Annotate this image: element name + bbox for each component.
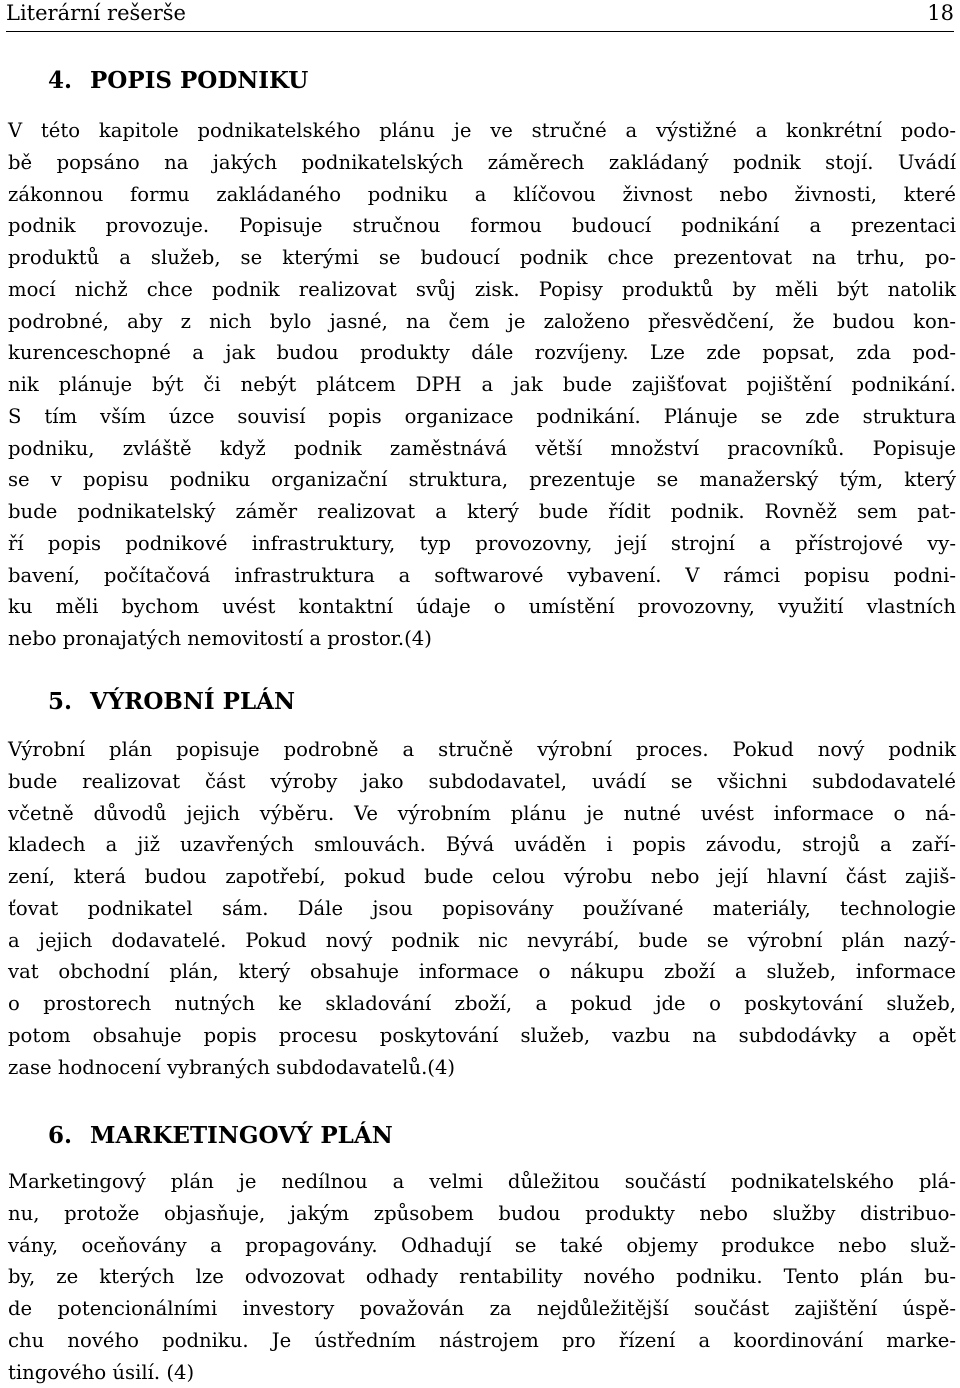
section-body-vyrobni-plan [8, 734, 956, 1083]
paragraph-line: Výrobní plán popisuje podrobně a stručně výrobní proces. Pokud nový podnik [8, 734, 956, 766]
paragraph-line: bě popsáno na jakých podnikatelských záměrech zakládaný podnik stojí. Uvádí [8, 147, 956, 179]
paragraph-line: bude realizovat část výroby jako subdodavatel, uvádí se všichni subdodavatelé [8, 766, 956, 798]
paragraph-line: ku měli bychom uvést kontaktní údaje o umístění provozovny, využití vlastních [8, 591, 956, 623]
paragraph-line: tingového úsilí. (4) [8, 1357, 956, 1388]
section-body-popis-podniku [8, 115, 956, 655]
section-heading-vyrobni-plan [48, 687, 295, 717]
section-body-marketingovy-plan [8, 1166, 956, 1388]
paragraph-line: a jejich dodavatelé. Pokud nový podnik nic nevyrábí, bude se výrobní plán nazý- [8, 925, 956, 957]
paragraph-line: zení, která budou zapotřebí, pokud bude celou výrobu nebo její hlavní část zajiš- [8, 861, 956, 893]
paragraph-line: de potencionálními investory považován za nejdůležitější součást zajištění úspě- [8, 1293, 956, 1325]
paragraph-line: nik plánuje být či nebýt plátcem DPH a jak bude zajišťovat pojištění podnikání. [8, 369, 956, 401]
section-number: 4. [48, 66, 90, 96]
paragraph-line: podrobné, aby z nich bylo jasné, na čem je založeno přesvědčení, že budou kon- [8, 306, 956, 338]
paragraph-line: o prostorech nutných ke skladování zboží, a pokud jde o poskytování služeb, [8, 988, 956, 1020]
section-number: 5. [48, 687, 90, 717]
running-header [6, 0, 954, 32]
paragraph-line: produktů a služeb, se kterými se budoucí podnik chce prezentovat na trhu, po- [8, 242, 956, 274]
paragraph-line: nu, protože objasňuje, jakým způsobem budou produkty nebo služby distribuo- [8, 1198, 956, 1230]
paragraph-line: ří popis podnikové infrastruktury, typ provozovny, její strojní a přístrojové vy- [8, 528, 956, 560]
paragraph-line: bude podnikatelský záměr realizovat a který bude řídit podnik. Rovněž sem pat- [8, 496, 956, 528]
paragraph-line: mocí nichž chce podnik realizovat svůj zisk. Popisy produktů by měli být natolik [8, 274, 956, 306]
paragraph-line: zákonnou formu zakládaného podniku a klíčovou živnost nebo živnosti, které [8, 179, 956, 211]
paragraph-line: potom obsahuje popis procesu poskytování služeb, vazbu na subdodávky a opět [8, 1020, 956, 1052]
page-number: 18 [927, 0, 954, 27]
paragraph-line: ťovat podnikatel sám. Dále jsou popisovány používané materiály, technologie [8, 893, 956, 925]
paragraph-line: bavení, počítačová infrastruktura a softwarové vybavení. V rámci popisu podni- [8, 560, 956, 592]
paragraph-line: včetně důvodů jejich výběru. Ve výrobním plánu je nutné uvést informace o ná- [8, 798, 956, 830]
section-title: MARKETINGOVÝ PLÁN [90, 1122, 393, 1149]
paragraph-line: vány, oceňovány a propagovány. Odhadují se také objemy produkce nebo služ- [8, 1230, 956, 1262]
paragraph-line: podniku, zvláště když podnik zaměstnává větší množství pracovníků. Popisuje [8, 433, 956, 465]
paragraph-line: kurenceschopné a jak budou produkty dále rozvíjeny. Lze zde popsat, zda pod- [8, 337, 956, 369]
paragraph-line: S tím vším úzce souvisí popis organizace podnikání. Plánuje se zde struktura [8, 401, 956, 433]
paragraph-line: se v popisu podniku organizační struktura, prezentuje se manažerský tým, který [8, 464, 956, 496]
section-heading-marketingovy-plan [48, 1121, 393, 1151]
paragraph-line: chu nového podniku. Je ústředním nástrojem pro řízení a koordinování marke- [8, 1325, 956, 1357]
section-title: VÝROBNÍ PLÁN [90, 688, 295, 715]
section-heading-popis-podniku [48, 66, 308, 96]
paragraph-line: podnik provozuje. Popisuje stručnou formou budoucí podnikání a prezentaci [8, 210, 956, 242]
section-title: POPIS PODNIKU [90, 67, 308, 94]
paragraph-line: Marketingový plán je nedílnou a velmi důležitou součástí podnikatelského plá- [8, 1166, 956, 1198]
header-title: Literární rešerše [6, 0, 186, 27]
paragraph-line: kladech a již uzavřených smlouvách. Bývá uváděn i popis závodu, strojů a zaří- [8, 829, 956, 861]
paragraph-line: vat obchodní plán, který obsahuje informace o nákupu zboží a služeb, informace [8, 956, 956, 988]
paragraph-line: zase hodnocení vybraných subdodavatelů.(4) [8, 1052, 956, 1084]
paragraph-line: by, ze kterých lze odvozovat odhady rentability nového podniku. Tento plán bu- [8, 1261, 956, 1293]
paragraph-line: nebo pronajatých nemovitostí a prostor.(4) [8, 623, 956, 655]
section-number: 6. [48, 1121, 90, 1151]
paragraph-line: V této kapitole podnikatelského plánu je ve stručné a výstižné a konkrétní podo- [8, 115, 956, 147]
